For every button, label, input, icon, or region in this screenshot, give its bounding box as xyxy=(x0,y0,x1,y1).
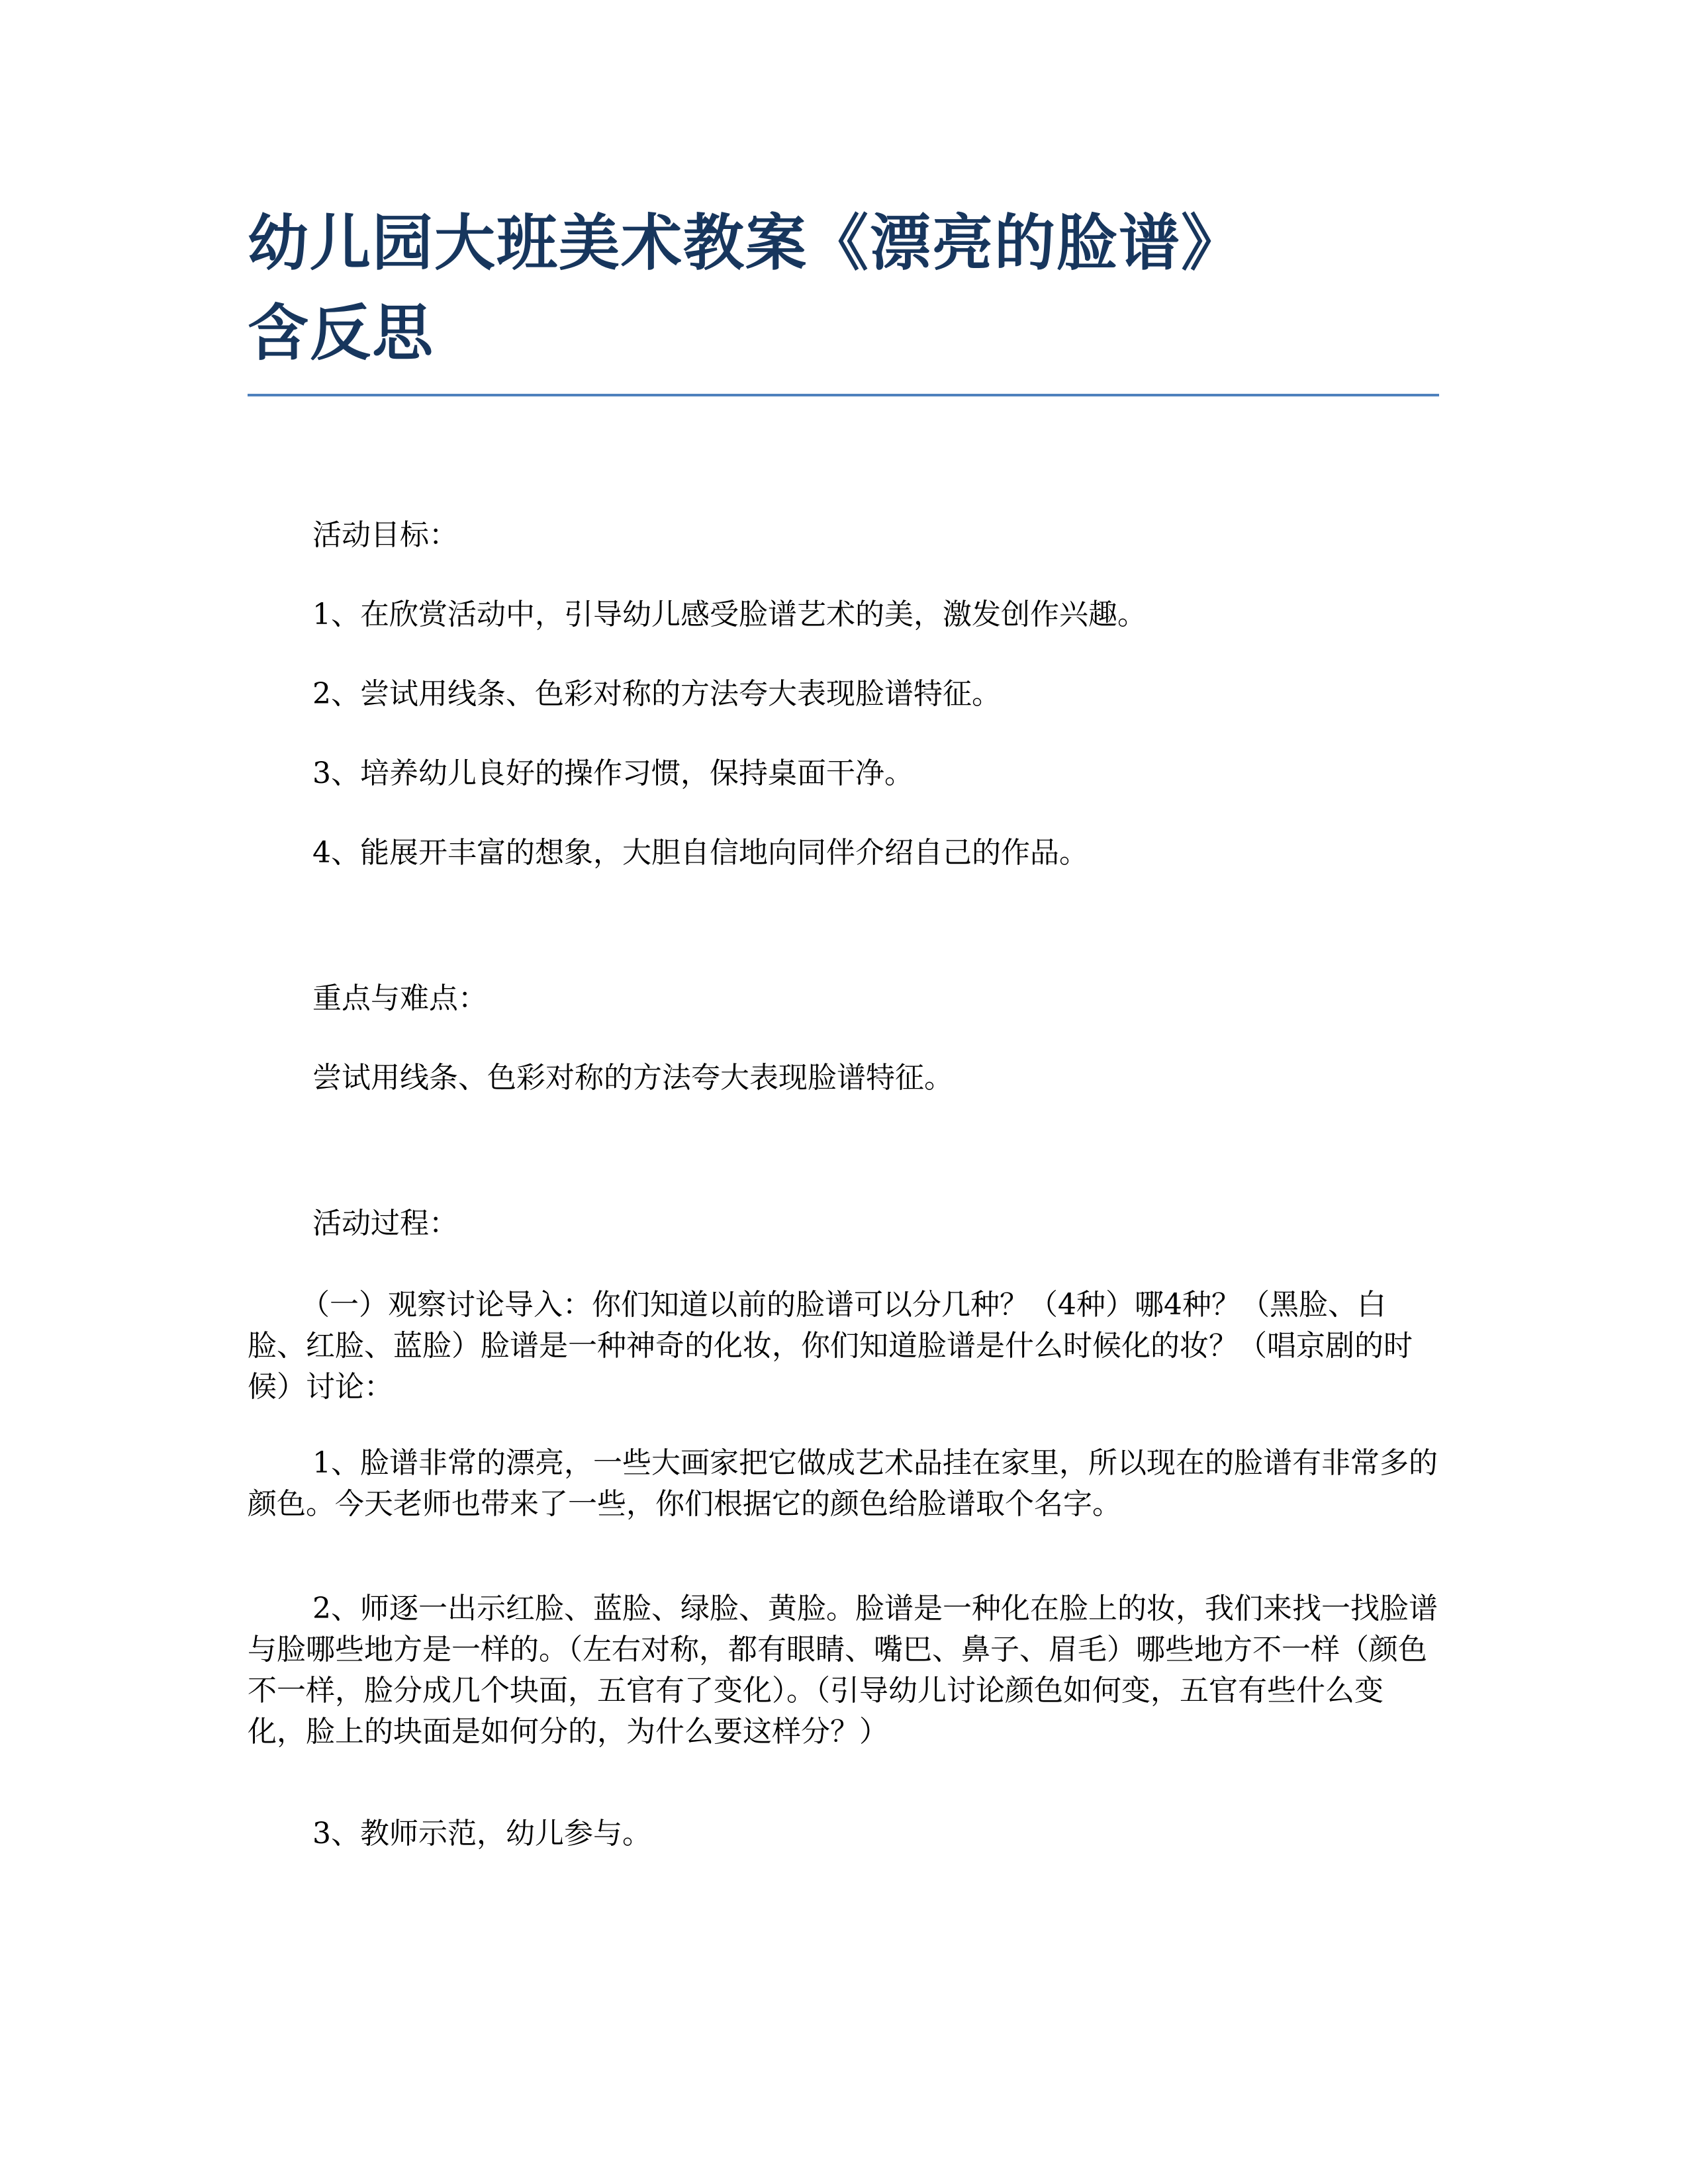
goal-item-4: 4、能展开丰富的想象，大胆自信地向同伴介绍自己的作品。 xyxy=(312,836,1088,870)
goal-item-2: 2、尝试用线条、色彩对称的方法夸大表现脸谱特征。 xyxy=(312,677,1001,711)
title-divider xyxy=(248,394,1439,396)
goal-item-3: 3、培养幼儿良好的操作习惯，保持桌面干净。 xyxy=(312,756,914,790)
process-step-2: 2、师逐一出示红脸、蓝脸、绿脸、黄脸。脸谱是一种化在脸上的妆，我们来找一找脸谱与脸哪些地方是一样的。（左右对称，都有眼睛、嘴巴、鼻子、眉毛）哪些地方不一样（颜色不一样，脸分成几个块面，五官有了变化）。（引导幼儿讨论颜色如何变，五官有些什么变化，脸上的块面是如何分的，为什么要这样分？） xyxy=(248,1592,1438,1749)
goals-heading: 活动目标： xyxy=(312,518,458,552)
process-step-1: 1、脸谱非常的漂亮，一些大画家把它做成艺术品挂在家里，所以现在的脸谱有非常多的颜色。今天老师也带来了一些，你们根据它的颜色给脸谱取个名字。 xyxy=(248,1446,1438,1521)
focus-text: 尝试用线条、色彩对称的方法夸大表现脸谱特征。 xyxy=(312,1061,953,1095)
process-intro: （一）观察讨论导入：你们知道以前的脸谱可以分几种？（4种）哪4种？（黑脸、白脸、红脸、蓝脸）脸谱是一种神奇的化妆，你们知道脸谱是什么时候化的妆？（唱京剧的时候）讨论： xyxy=(248,1288,1413,1404)
process-heading: 活动过程： xyxy=(312,1206,458,1240)
page-title xyxy=(248,199,1439,379)
focus-heading: 重点与难点： xyxy=(312,981,487,1015)
title-line-2: 含反思 xyxy=(248,298,435,369)
goal-item-1: 1、在欣赏活动中，引导幼儿感受脸谱艺术的美，激发创作兴趣。 xyxy=(312,598,1147,631)
process-step-3: 3、教师示范，幼儿参与。 xyxy=(312,1817,651,1850)
title-line-1: 幼儿园大班美术教案《漂亮的脸谱》 xyxy=(248,208,1244,279)
